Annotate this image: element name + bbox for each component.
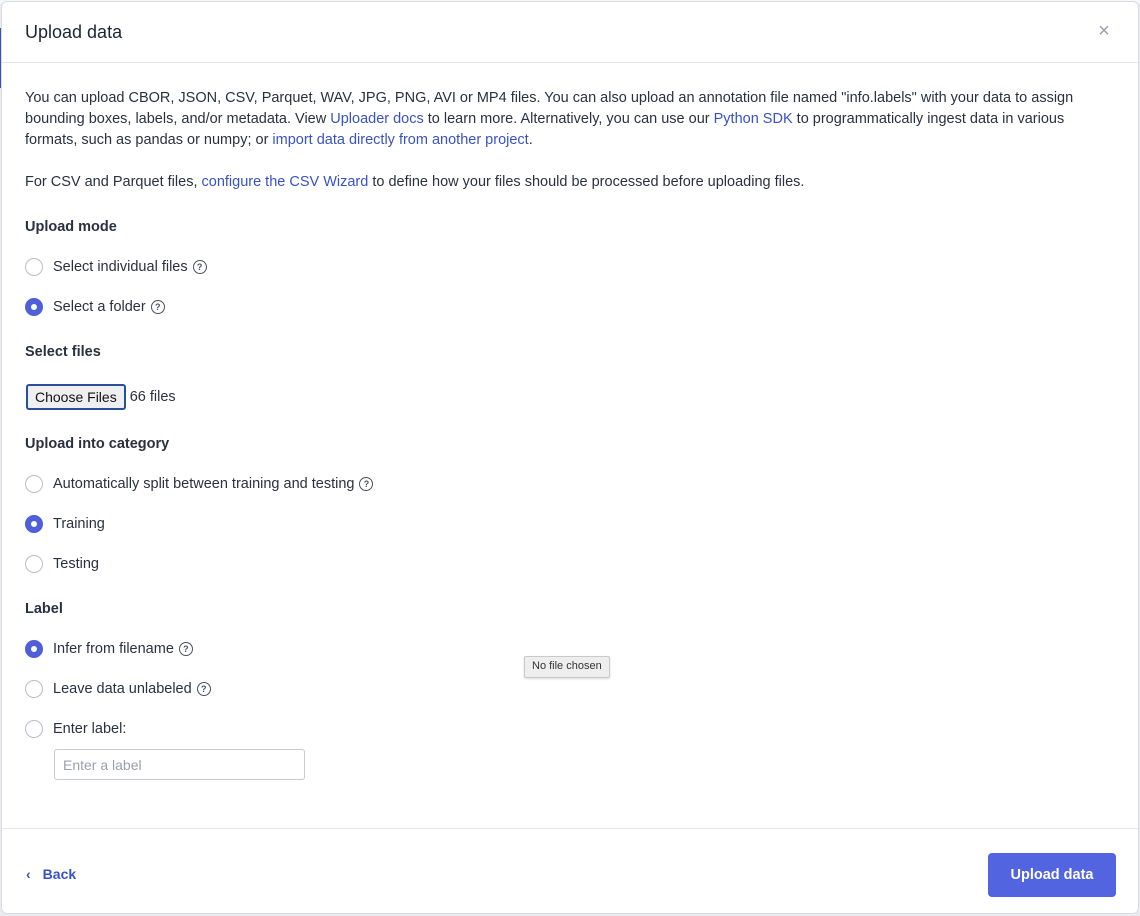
radio-label: Testing <box>53 556 99 572</box>
radio-label: Leave data unlabeled <box>53 681 192 697</box>
csv-wizard-link[interactable]: configure the CSV Wizard <box>201 174 369 190</box>
import-from-project-link[interactable]: import data directly from another project <box>272 132 529 148</box>
intro-paragraph-2 <box>25 172 1105 193</box>
radio-button[interactable] <box>25 258 43 276</box>
file-tooltip: No file chosen <box>524 656 610 678</box>
intro-text <box>25 88 1105 214</box>
radio-select-a-folder[interactable] <box>25 298 165 316</box>
modal-title: Upload data <box>25 22 123 42</box>
modal-footer <box>2 828 1138 915</box>
radio-label: Enter label: <box>53 721 127 737</box>
uploader-docs-link[interactable]: Uploader docs <box>330 111 424 127</box>
back-button[interactable] <box>26 866 76 882</box>
radio-label: Select individual files <box>53 259 188 275</box>
upload-data-modal <box>1 1 1139 914</box>
upload-data-button[interactable]: Upload data <box>988 853 1116 897</box>
file-picker <box>26 384 176 410</box>
label-title: Label <box>25 601 63 617</box>
radio-label: Automatically split between training and testing <box>53 476 355 492</box>
radio-button[interactable] <box>25 680 43 698</box>
question-circle-icon[interactable]: ? <box>197 682 211 696</box>
intro-text-part: For CSV and Parquet files, <box>25 174 202 190</box>
intro-text-part: to define how your files should be processed before uploading files. <box>368 174 805 190</box>
intro-text-part: You can upload CBOR, JSON, CSV, Parquet, WAV, JPG, PNG, AVI or MP4 files. You can also upload an annotation file named "info.labels" with your data to assign bounding boxes, labels, and/or metadata. View <box>25 90 1074 127</box>
question-circle-icon[interactable]: ? <box>193 260 207 274</box>
radio-button[interactable] <box>25 475 43 493</box>
intro-text-part: to learn more. Alternatively, you can use our <box>423 111 714 127</box>
radio-button[interactable] <box>25 720 43 738</box>
close-icon[interactable]: × <box>1094 21 1114 41</box>
question-circle-icon[interactable]: ? <box>151 300 165 314</box>
radio-label: Training <box>53 516 105 532</box>
upload-mode-title: Upload mode <box>25 219 117 235</box>
radio-training[interactable] <box>25 515 105 533</box>
radio-label: Select a folder <box>53 299 146 315</box>
radio-enter-label[interactable] <box>25 720 126 738</box>
intro-paragraph-1 <box>25 88 1105 151</box>
label-input[interactable] <box>54 749 305 780</box>
file-count: 66 files <box>129 389 176 405</box>
question-circle-icon[interactable]: ? <box>359 477 373 491</box>
python-sdk-link[interactable]: Python SDK <box>713 111 793 127</box>
radio-button[interactable] <box>25 555 43 573</box>
radio-button[interactable] <box>25 640 43 658</box>
intro-text-part: . <box>528 132 533 148</box>
radio-auto-split[interactable] <box>25 475 373 493</box>
radio-leave-unlabeled[interactable] <box>25 680 211 698</box>
radio-label: Infer from filename <box>53 641 174 657</box>
radio-testing[interactable] <box>25 555 99 573</box>
radio-button[interactable] <box>25 515 43 533</box>
intro-text-part: to programmatically ingest data in various formats, such as pandas or numpy; or <box>25 111 1065 148</box>
radio-button[interactable] <box>25 298 43 316</box>
back-label: Back <box>42 866 77 882</box>
chevron-left-icon: ‹ <box>26 866 31 882</box>
question-circle-icon[interactable]: ? <box>179 642 193 656</box>
radio-select-individual-files[interactable] <box>25 258 207 276</box>
select-files-title: Select files <box>25 344 101 360</box>
choose-files-button[interactable]: Choose Files <box>26 384 126 410</box>
radio-infer-from-filename[interactable] <box>25 640 193 658</box>
upload-into-category-title: Upload into category <box>25 436 170 452</box>
modal-header <box>2 2 1138 63</box>
